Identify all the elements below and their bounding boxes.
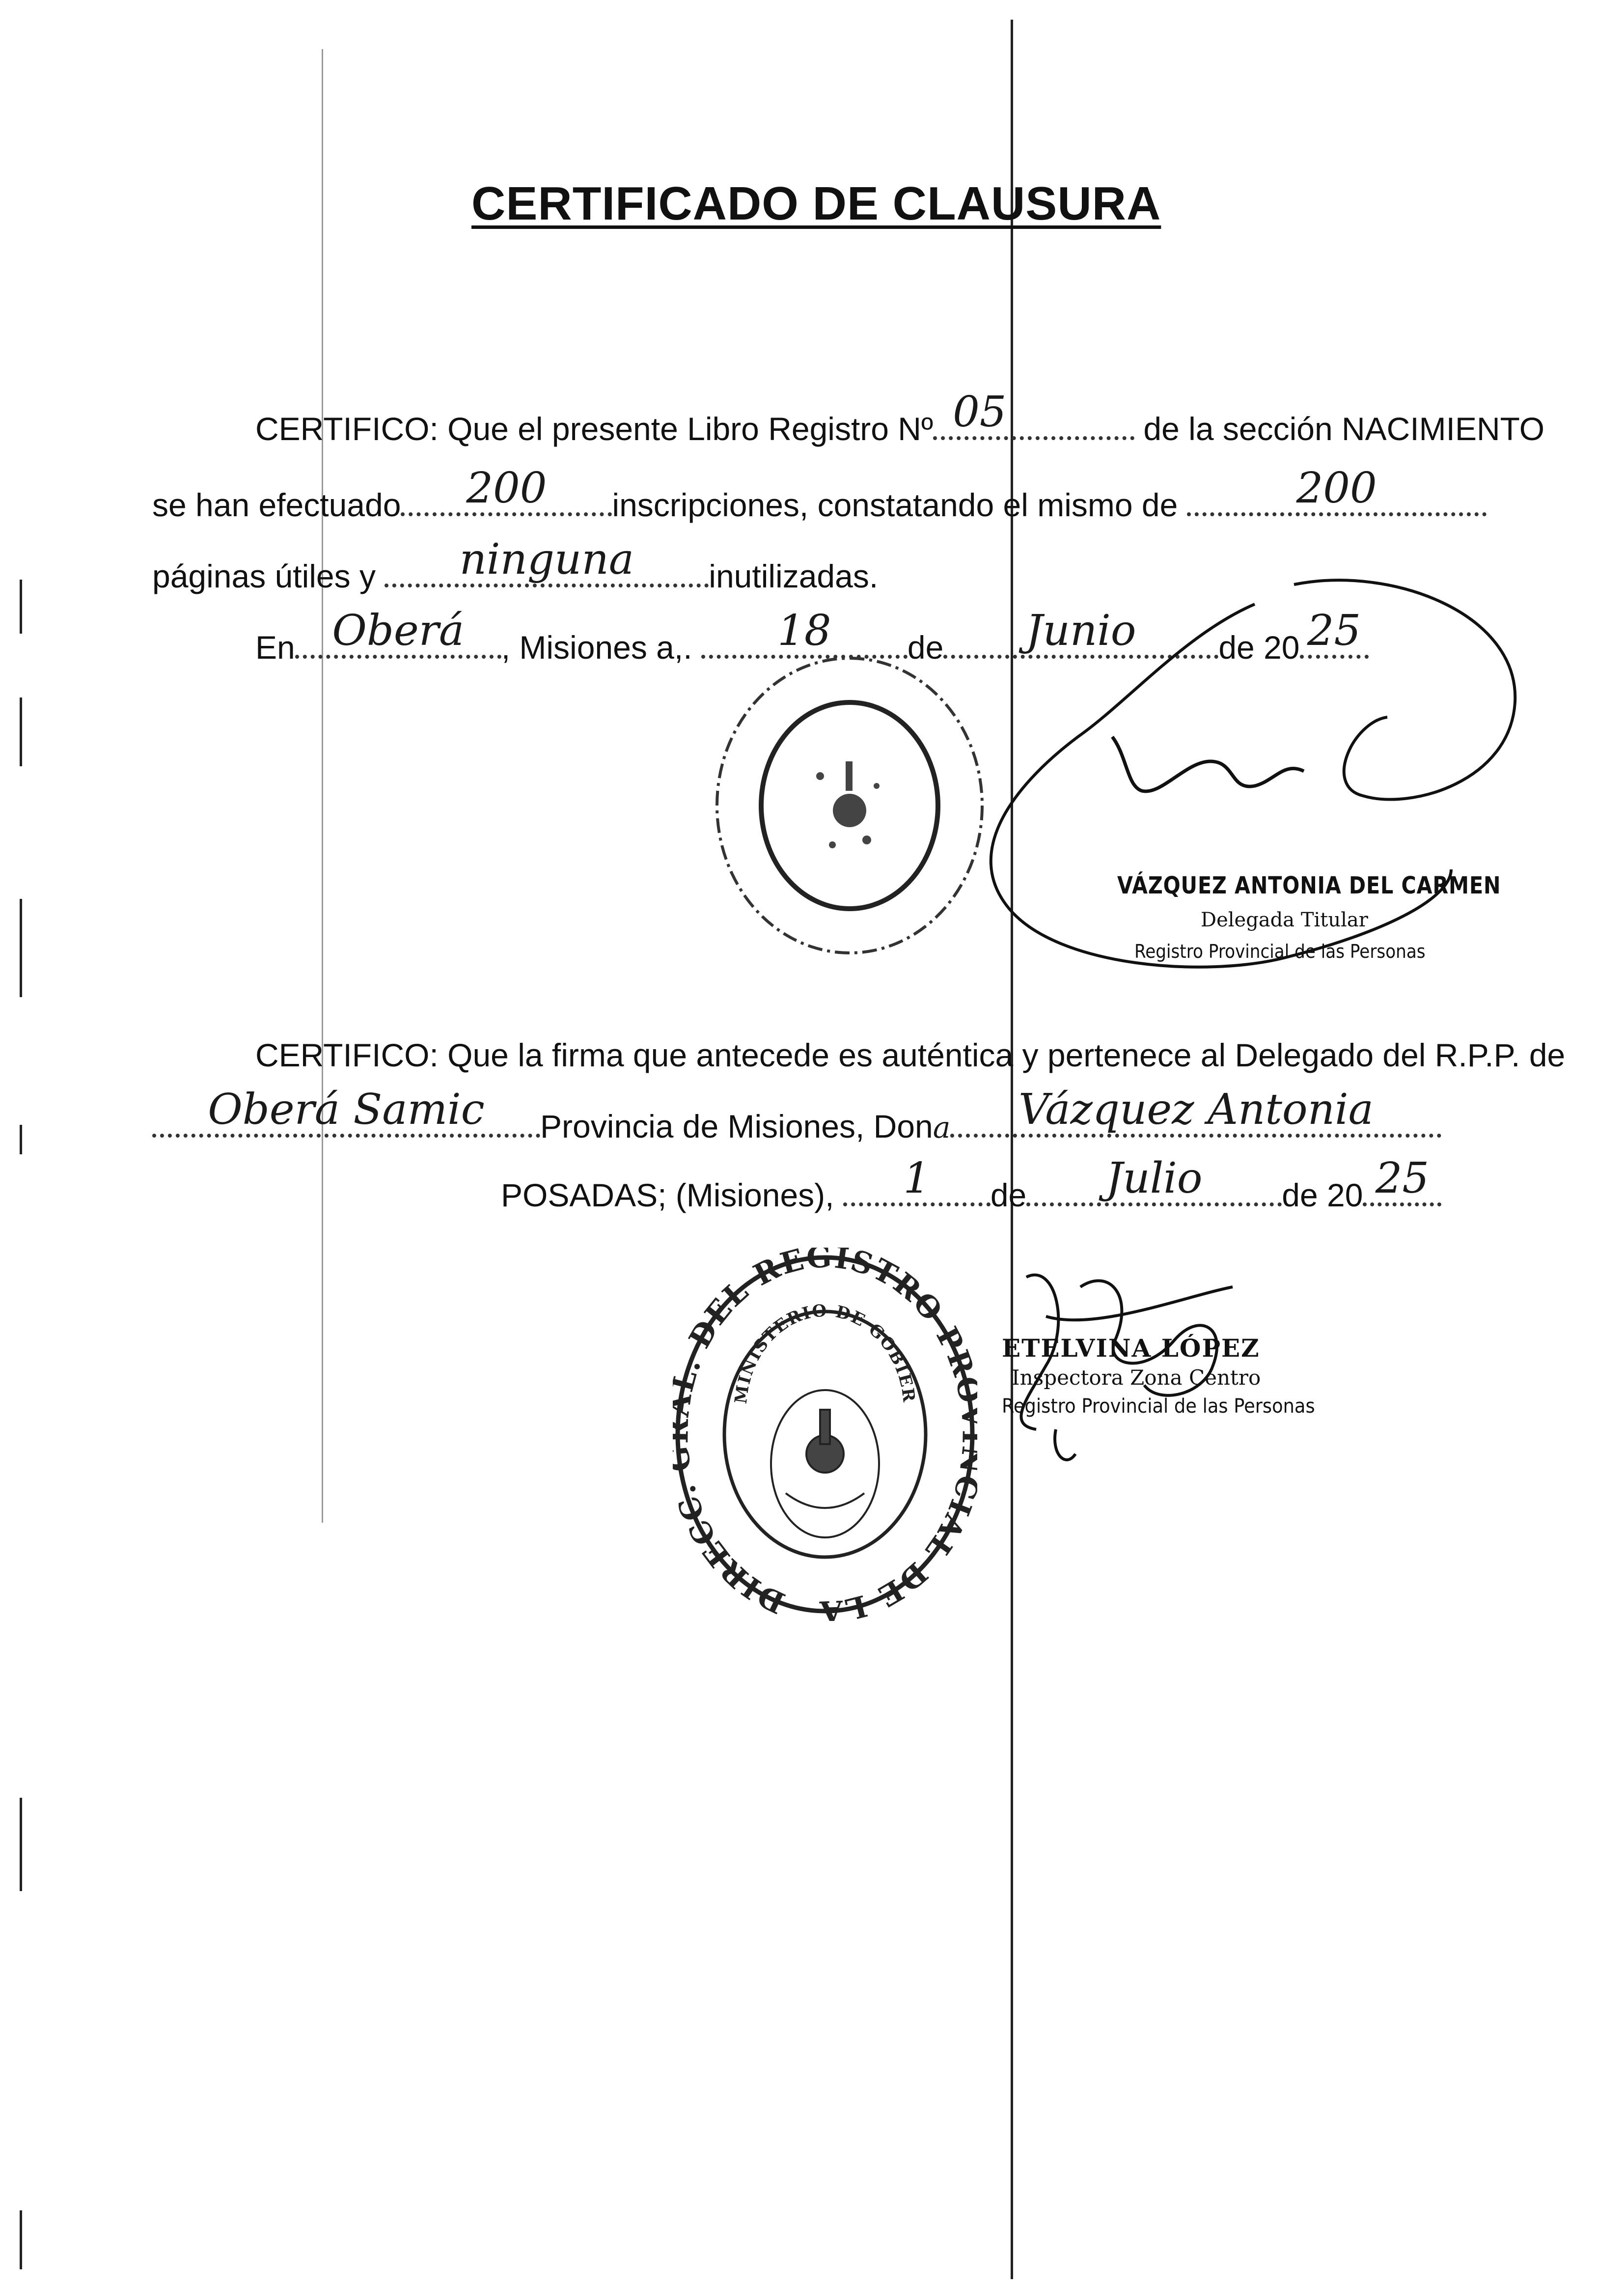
registro-number-handwritten: 05 bbox=[953, 388, 1007, 437]
margin-mark bbox=[20, 1125, 22, 1154]
signature-2-role: Inspectora Zona Centro bbox=[1012, 1366, 1261, 1390]
registro-number-field bbox=[933, 388, 1134, 440]
line3-prefix: páginas útiles y bbox=[152, 558, 376, 594]
signature-1-role: Delegada Titular bbox=[1201, 909, 1368, 931]
direccion-general-seal-stamp bbox=[673, 1248, 977, 1621]
lugar-handwritten: Oberá bbox=[332, 606, 465, 655]
signature-1-name: VÁZQUEZ ANTONIA DEL CARMEN bbox=[1117, 872, 1501, 899]
document-title: CERTIFICADO DE CLAUSURA bbox=[471, 177, 1161, 230]
certifico-line-3 bbox=[152, 535, 879, 594]
certifico-line-1 bbox=[255, 388, 1545, 447]
block2-line3-de: de bbox=[990, 1177, 1027, 1213]
block2-line1: CERTIFICO: Que la firma que antecede es auténtica y pertenece al Delegado del R.P.P. de bbox=[255, 1037, 1566, 1073]
line3-suffix: inutilizadas. bbox=[709, 558, 879, 594]
mes2-handwritten: Julio bbox=[1105, 1154, 1203, 1203]
seal-inner-text: MINISTERIO DE GOBIER bbox=[731, 1301, 919, 1405]
paginas-handwritten: 200 bbox=[1296, 464, 1377, 513]
mes2-field bbox=[1026, 1154, 1282, 1206]
line4-en: En bbox=[255, 629, 295, 666]
inscripciones-handwritten: 200 bbox=[466, 464, 547, 513]
anio2-handwritten: 25 bbox=[1375, 1154, 1430, 1203]
margin-mark bbox=[322, 49, 323, 1523]
certifico-2-line-3 bbox=[501, 1154, 1441, 1213]
official-seal-stamp bbox=[707, 648, 992, 963]
signature-2-registry: Registro Provincial de las Personas bbox=[1002, 1395, 1315, 1418]
dia2-field bbox=[843, 1154, 991, 1206]
signature-1-registry: Registro Provincial de las Personas bbox=[1134, 941, 1426, 962]
line1-suffix: de la sección NACIMIENTO bbox=[1143, 411, 1545, 447]
certifico-line-2 bbox=[152, 464, 1486, 523]
signature-2-name: ETELVINA LÓPEZ bbox=[1002, 1334, 1260, 1363]
margin-mark bbox=[20, 899, 22, 997]
anio2-field bbox=[1363, 1154, 1441, 1206]
inscripciones-field bbox=[401, 464, 612, 516]
persona-field bbox=[950, 1085, 1441, 1138]
margin-mark bbox=[20, 580, 22, 634]
inutilizadas-handwritten: ninguna bbox=[459, 535, 634, 584]
line4-mid: , Misiones a,. bbox=[501, 629, 692, 666]
margin-mark bbox=[20, 697, 22, 766]
seal-outer-text: DIRECC . DEL REGISTRO PR IAL DE LA bbox=[673, 1248, 977, 1621]
block2-line2-mid: Provincia de Misiones, Don bbox=[540, 1108, 933, 1144]
localidad-handwritten: Oberá Samic bbox=[208, 1085, 485, 1134]
scan-fold-line bbox=[1011, 20, 1013, 2279]
margin-mark bbox=[20, 2210, 22, 2269]
block2-line3-year-prefix: de 20 bbox=[1282, 1177, 1363, 1213]
certifico-2-line-2 bbox=[152, 1085, 1441, 1145]
localidad-field bbox=[152, 1085, 540, 1138]
line1-prefix: CERTIFICO: Que el presente Libro Registro Nº bbox=[255, 411, 934, 447]
line2-prefix: se han efectuado bbox=[152, 487, 401, 523]
mes-handwritten: Junio bbox=[1026, 606, 1136, 655]
dia-handwritten: 18 bbox=[777, 606, 831, 655]
margin-mark bbox=[20, 1798, 22, 1891]
line4-de: de bbox=[907, 629, 944, 666]
inutilizadas-field bbox=[385, 535, 709, 587]
paginas-field bbox=[1187, 464, 1486, 516]
anio-handwritten: 25 bbox=[1307, 606, 1361, 655]
lugar-field bbox=[295, 606, 501, 659]
block2-line3-prefix: POSADAS; (Misiones), bbox=[501, 1177, 834, 1213]
line4-year-prefix: de 20 bbox=[1218, 629, 1300, 666]
dia2-handwritten: 1 bbox=[903, 1154, 931, 1203]
line2-mid: inscripciones, constatando el mismo de bbox=[612, 487, 1178, 523]
persona-handwritten: Vázquez Antonia bbox=[1018, 1085, 1374, 1134]
donia-suffix-handwritten: a bbox=[933, 1111, 951, 1145]
certifico-2-line-1 bbox=[255, 1039, 1565, 1071]
